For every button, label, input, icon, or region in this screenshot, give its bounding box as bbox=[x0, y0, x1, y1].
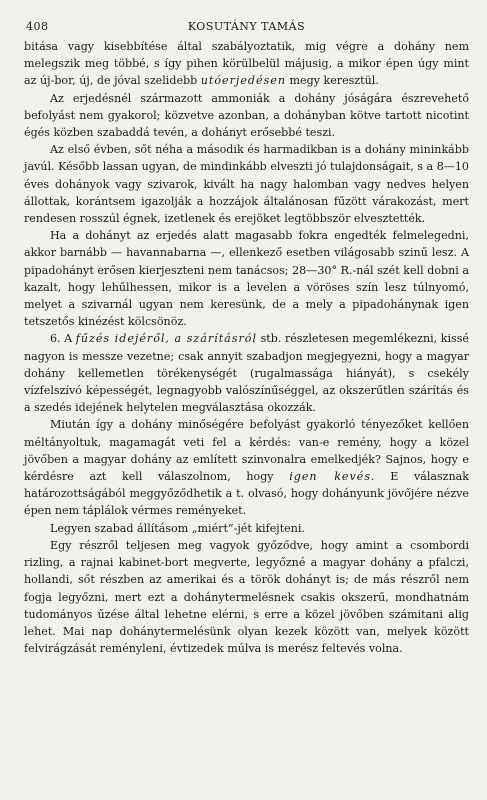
page-header bbox=[24, 16, 469, 38]
paragraph bbox=[24, 227, 469, 330]
body-text bbox=[24, 38, 469, 657]
text-run: Legyen szabad állításom „miért“-jét kifejteni. bbox=[50, 521, 305, 535]
paragraph bbox=[24, 38, 469, 90]
running-head: KOSUTÁNY TAMÁS bbox=[187, 20, 306, 33]
text-run: Ha a dohányt az erjedés alatt magasabb fokra engedték felmelegedni, akkor barnább — havannabarna —, ellenkező esetben világosabb szinű lesz. A pipadohányt erősen kierjeszteni nem tanácsos; 28—30° R.-nál szét kell dobni a kazalt, hogy lehűlhessen, mikor is a levelen a vöröses szín lesz túlnyomó, melyet a szivarnál ugyan nem keresünk, de a mely a pipadohánynak igen tetszetős kinézést kölcsönöz. bbox=[24, 229, 469, 329]
text-run: . E válasznak határozottságából meggyőződhetik a t. olvasó, hogy dohányunk jövőjére nézve épen nem táplálok vérmes reményeket. bbox=[24, 470, 470, 518]
text-run: Az erjedésnél származott ammoniák a dohány jóságára észrevehető befolyást nem gyakorol; közvetve azonban, a dohányban kötve tartott nicotint égés közben szabaddá tevén, a dohányt erősebbé teszi. bbox=[24, 91, 469, 140]
emphasized-text: igen kevés bbox=[289, 470, 372, 484]
paragraph bbox=[24, 520, 469, 537]
paragraph bbox=[24, 330, 469, 416]
paragraph bbox=[24, 416, 469, 519]
text-run: Egy részről teljesen meg vagyok győződve, hogy amint a csombordi rizling, a rajnai kabinet-bort megverte, legyőzné a magyar dohány a pfalczi, hollandi, sőt részben az amerikai és a török dohányt is; de más részről nem fogja legyőzni, mert ezt a dohánytermelésnek csakis okszerű, mondhatnám tudományos űzése által lehetne elérni, s erre a közel jövőben számitani alig lehet. Mai nap dohánytermelésünk olyan kezek között van, melyek között felvirágzását reményleni, évtizedek múlva is merész feltevés volna. bbox=[24, 538, 469, 656]
page-number: 408 bbox=[26, 20, 49, 33]
text-run: Miután így a dohány minőségére befolyást gyakorló tényezőket kellően méltányoltuk, magamagát veti fel a kérdés: van-e remény, hogy a közel jövőben a magyar dohány az említett szinvonalra emelkedjék? Sajnos, hogy e kérdésre azt kell válaszolnom, hogy bbox=[24, 418, 469, 484]
emphasized-text: fűzés idejéről, a szárításról bbox=[75, 332, 258, 346]
text-run: megy keresztül. bbox=[285, 74, 379, 88]
paragraph bbox=[24, 537, 469, 657]
emphasized-text: utóerjedésen bbox=[200, 74, 286, 88]
text-run: Az első évben, sőt néha a második és harmadikban is a dohány mininkább javúl. Később lassan ugyan, de mindinkább elveszti jó tulajdonságait, s a 8—10 éves dohányok vagy szivarok, kivált ha nagy halomban vagy nedves helyen állottak, korántsem igazolják a hozzájok általánosan fűzött várakozást, mert rendesen rosszúl égnek, izetlenek és erejöket legtöbbször elvesztették. bbox=[24, 143, 469, 226]
text-run: stb. részletesen megemlékezni, kissé nagyon is messze vezetne; csak annyit szabadjon megjegyezni, hogy a magyar dohány kellemetlen törékenységét (rugalmassága hiányát), s csekély vízfelszívó képességét, legnagyobb valószínűséggel, az okszerűtlen szárítás és a szedés idejének helytelen megválasztása okozzák. bbox=[24, 332, 469, 415]
text-run: 6. A bbox=[50, 332, 76, 346]
paragraph bbox=[24, 90, 469, 142]
text-run: bitása vagy kisebbítése által szabályoztatik, mig végre a dohány nem melegszik meg többé, s így pihen körülbelül májusig, a mikor épen úgy mint az új-bor, új, de jóval szelidebb bbox=[24, 40, 469, 88]
paragraph bbox=[24, 141, 469, 227]
